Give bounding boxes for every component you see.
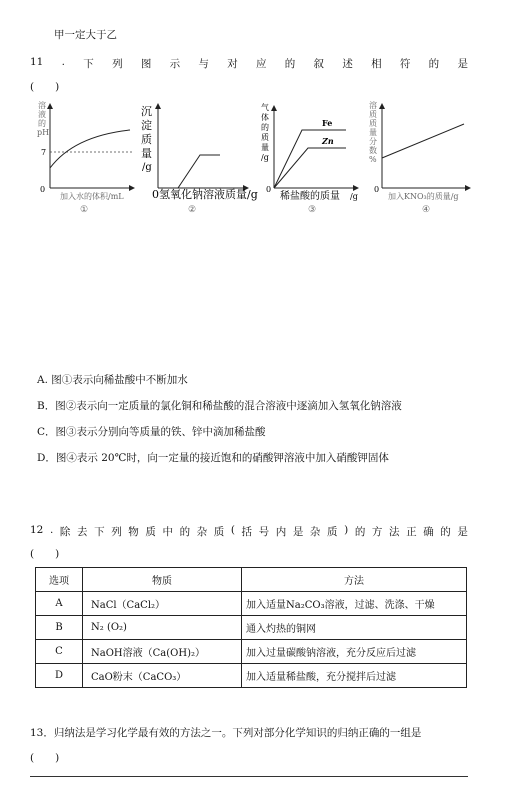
graph-4-line bbox=[382, 124, 464, 158]
option-a: A. 图①表示向稀盐酸中不断加水 bbox=[37, 374, 188, 386]
option-d: D．图④表示 20℃时，向一定量的接近饱和的硝酸钾溶液中加入硝酸钾固体 bbox=[37, 452, 389, 464]
row-method: 加入过量碳酸钠溶液，充分反应后过滤 bbox=[242, 640, 467, 664]
graph-3-y-label-5: 量 bbox=[261, 143, 269, 152]
option-c: C．图③表示分别向等质量的铁、锌中滴加稀盐酸 bbox=[37, 426, 266, 438]
graph-2 bbox=[141, 104, 258, 215]
graph-1-y-label-1: 溶 bbox=[38, 101, 46, 110]
header-method: 方法 bbox=[242, 568, 467, 592]
graph-3-y-label-1: 气 bbox=[261, 103, 269, 112]
graph-2-y-label-2: 淀 bbox=[141, 119, 152, 132]
graph-4-y-label-4: 量 bbox=[369, 128, 377, 137]
option-b: B．图②表示向一定质量的氯化铜和稀盐酸的混合溶液中逐滴加入氢氧化钠溶液 bbox=[37, 400, 402, 412]
graph-3 bbox=[261, 102, 358, 215]
graph-3-zn-label: Zn bbox=[322, 136, 334, 146]
graph-2-number: ② bbox=[188, 205, 197, 215]
graph-1-y-label-2: 液 bbox=[38, 110, 46, 119]
graph-3-x-unit: /g bbox=[350, 192, 358, 201]
purification-methods-table bbox=[35, 567, 467, 688]
graph-3-origin: 0 bbox=[266, 185, 272, 194]
question-11-graphs bbox=[34, 100, 474, 230]
graph-2-y-label-3: 质 bbox=[141, 133, 152, 146]
table-row bbox=[36, 664, 467, 688]
row-method: 加入适量稀盐酸，充分搅拌后过滤 bbox=[242, 664, 467, 688]
row-substance: NaOH溶液（Ca(OH)₂） bbox=[83, 640, 242, 664]
row-option: B bbox=[36, 616, 83, 640]
graph-4-y-label-1: 溶 bbox=[369, 101, 377, 110]
graph-4-y-label-5: 分 bbox=[369, 137, 377, 146]
graph-4-x-label: 加入KNO₃的质量/g bbox=[388, 192, 459, 201]
graph-1-origin: 0 bbox=[40, 185, 46, 194]
answer-parentheses: ( ) bbox=[30, 752, 60, 764]
graph-4-y-label-7: % bbox=[369, 155, 377, 164]
bottom-rule bbox=[30, 776, 468, 777]
header-substance: 物质 bbox=[83, 568, 242, 592]
graph-2-y-label-5: /g bbox=[142, 162, 152, 173]
table-header-row bbox=[36, 568, 467, 592]
row-method: 加入适量Na₂CO₃溶液，过滤、洗涤、干燥 bbox=[242, 592, 467, 616]
graph-1-number: ① bbox=[80, 205, 89, 215]
row-substance: NaCl（CaCl₂） bbox=[83, 592, 242, 616]
graph-3-number: ③ bbox=[308, 205, 317, 215]
question-13-stem: 13．归纳法是学习化学最有效的方法之一。下列对部分化学知识的归纳正确的一组是 bbox=[30, 727, 422, 739]
graph-2-x-label: 0氢氧化钠溶液质量/g bbox=[152, 188, 258, 201]
answer-parentheses: ( ) bbox=[30, 548, 60, 560]
graph-3-y-label-2: 体 bbox=[261, 113, 269, 122]
graph-4-y-label-2: 质 bbox=[369, 110, 377, 119]
row-option: A bbox=[36, 592, 83, 616]
graph-3-y-label-4: 质 bbox=[261, 133, 269, 142]
table-row bbox=[36, 640, 467, 664]
row-option: C bbox=[36, 640, 83, 664]
graph-1-tick-7: 7 bbox=[41, 148, 47, 157]
graph-4-y-label-3: 质 bbox=[369, 119, 377, 128]
question-number: 12 bbox=[30, 524, 44, 536]
graph-3-x-label: 稀盐酸的质量 bbox=[280, 191, 340, 202]
graph-3-zn-line bbox=[274, 148, 346, 188]
row-option: D bbox=[36, 664, 83, 688]
question-12-stem: 12 . 除 去 下 列 物 质 中 的 杂 质 ( 括 号 内 是 杂 质 ) 的 方 法 正 确 的 是 bbox=[30, 524, 468, 538]
row-substance: CaO粉末（CaCO₃） bbox=[83, 664, 242, 688]
graph-3-y-label-3: 的 bbox=[261, 123, 269, 132]
question-11-stem: 11 . 下 列 图 示 与 对 应 的 叙 述 相 符 的 是 bbox=[30, 56, 468, 70]
graph-3-fe-line bbox=[274, 130, 346, 188]
answer-parentheses: ( ) bbox=[30, 81, 60, 93]
question-number: 11 bbox=[30, 56, 44, 68]
graph-3-y-label-6: /g bbox=[261, 153, 269, 162]
table-row bbox=[36, 592, 467, 616]
graph-4-number: ④ bbox=[422, 205, 431, 215]
graph-2-y-label-4: 量 bbox=[141, 147, 152, 160]
row-substance: N₂ (O₂) bbox=[83, 616, 242, 640]
graph-1 bbox=[37, 100, 134, 215]
graph-4-origin: 0 bbox=[374, 185, 380, 194]
graph-1-x-label: 加入水的体积/mL bbox=[60, 192, 124, 201]
graph-1-y-label-3: 的 bbox=[38, 119, 46, 128]
graph-4-y-label-6: 数 bbox=[369, 146, 377, 155]
previous-answer-text: 甲一定大于乙 bbox=[54, 29, 117, 41]
graph-1-curve bbox=[50, 130, 130, 168]
header-option: 选项 bbox=[36, 568, 83, 592]
graph-1-y-label-4: pH bbox=[37, 128, 50, 137]
graph-2-y-label-1: 沉 bbox=[141, 105, 152, 118]
graph-4 bbox=[369, 100, 470, 215]
graph-3-fe-label: Fe bbox=[322, 118, 333, 128]
row-method: 通入灼热的铜网 bbox=[242, 616, 467, 640]
graph-2-line bbox=[158, 155, 220, 188]
table-row bbox=[36, 616, 467, 640]
